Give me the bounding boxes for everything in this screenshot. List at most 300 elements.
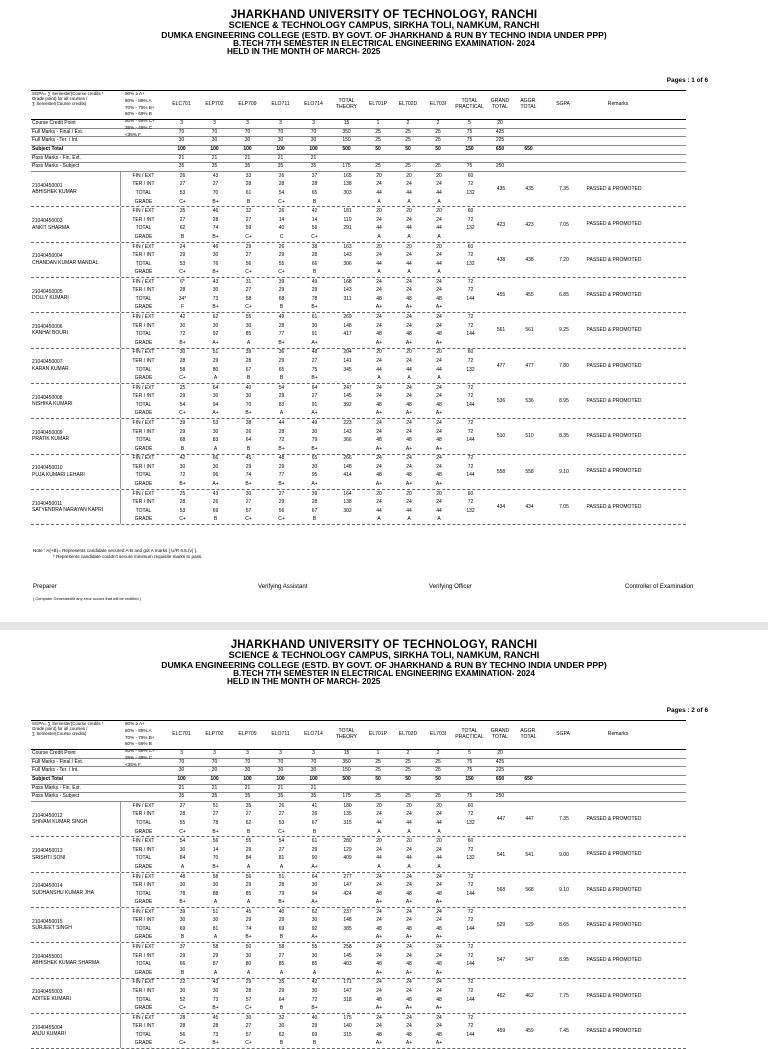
row-labels	[120, 349, 166, 383]
column-header: TOTAL PRACTICAL	[455, 98, 484, 110]
mark-cell: 24	[406, 499, 412, 506]
meta-label: Pass Marks - Fin. Ext.	[32, 154, 81, 161]
row-label: FIN / EXT	[132, 314, 155, 321]
aggr-total: 541	[525, 851, 534, 858]
row-label: TOTAL	[135, 961, 152, 968]
mark-cell: 60	[467, 208, 474, 215]
marks-values	[166, 837, 487, 871]
meta-value: 15	[343, 120, 350, 126]
marks-line	[166, 855, 487, 862]
mark-cell: 67	[311, 820, 318, 827]
marks-line	[166, 304, 487, 311]
mark-cell: A+	[405, 899, 413, 906]
mark-cell: 44	[406, 855, 412, 862]
student-row	[31, 419, 686, 454]
marks-line	[166, 375, 487, 382]
marks-values	[166, 172, 487, 206]
remarks: PASSED & PROMOTED	[586, 291, 642, 298]
mark-cell: 138	[343, 499, 352, 506]
mark-cell: 53	[179, 260, 186, 267]
mark-cell: 85	[245, 890, 252, 897]
mark-cell: B	[246, 375, 251, 382]
marks-values	[166, 243, 487, 277]
meta-value	[330, 785, 363, 793]
mark-cell: 24	[376, 882, 382, 889]
mark-cell: 56	[245, 873, 252, 880]
mark-cell: 277	[343, 873, 352, 880]
aggr-total: 477	[525, 362, 534, 369]
mark-cell: 29	[278, 252, 285, 259]
mark-cell: B	[312, 269, 317, 276]
marks-line	[166, 358, 487, 365]
mark-cell: 72	[467, 428, 474, 435]
mark-cell: B	[279, 375, 284, 382]
sgpa: 7.45	[559, 1028, 569, 1035]
mark-cell: A+	[375, 969, 383, 976]
marks-line	[166, 508, 487, 515]
mark-cell: 24	[436, 1014, 442, 1021]
mark-cell: 132	[466, 260, 475, 267]
mark-cell: 30	[179, 917, 186, 924]
mark-cell: 42	[179, 314, 186, 321]
marks-line	[166, 472, 487, 479]
mark-cell: 77	[278, 331, 285, 338]
meta-value	[330, 155, 363, 163]
mark-cell	[454, 446, 487, 453]
mark-cell: 73	[212, 996, 219, 1003]
mark-cell: C+	[278, 828, 285, 835]
mark-cell: 72	[467, 455, 474, 462]
meta-value: 70	[277, 758, 284, 765]
mark-cell: 24	[436, 216, 442, 223]
student-name: SRISHTI SONI	[32, 854, 66, 861]
student-row	[31, 490, 686, 525]
mark-cell	[454, 375, 487, 382]
mark-cell: 48	[406, 961, 412, 968]
preparer-signature: Preparer	[33, 583, 57, 590]
marks-line	[166, 829, 487, 836]
mark-cell: 26	[278, 243, 285, 250]
meta-value: 1	[376, 120, 380, 126]
mark-cell: 22	[179, 979, 186, 986]
marks-line	[166, 173, 487, 180]
meta-value: 3	[213, 750, 216, 756]
remarks: PASSED & PROMOTED	[586, 503, 642, 510]
mark-cell: 48	[376, 401, 382, 408]
mark-cell: 70	[212, 855, 219, 862]
column-header: EL703I	[429, 731, 447, 738]
meta-value: 25	[435, 758, 441, 765]
mark-cell: 60	[467, 802, 474, 809]
mark-cell	[454, 304, 487, 311]
mark-cell: 28	[245, 357, 252, 364]
mark-cell: 74	[245, 925, 252, 932]
remarks: PASSED & PROMOTED	[586, 816, 642, 823]
mark-cell	[331, 446, 364, 453]
marks-line	[166, 323, 487, 330]
row-label: GRADE	[134, 516, 153, 523]
marks-line	[166, 217, 487, 224]
student-row	[31, 837, 686, 872]
meta-label: Full Marks - Ter. / Int.	[32, 767, 79, 774]
mark-cell: 43	[212, 490, 219, 497]
meta-value: 25	[435, 163, 441, 170]
sgpa: 7.05	[559, 221, 569, 228]
row-label: FIN / EXT	[132, 873, 155, 880]
marks-line	[166, 455, 487, 462]
mark-cell: 69	[278, 925, 285, 932]
aggr-total: 455	[525, 292, 534, 299]
marks-line	[166, 961, 487, 968]
mark-cell: 20	[376, 208, 382, 215]
mark-cell: 72	[467, 384, 474, 391]
mark-cell	[331, 899, 364, 906]
row-label: GRADE	[134, 1005, 153, 1012]
marks-line	[166, 287, 487, 294]
roll-number: 21040450010	[32, 465, 63, 472]
meta-value: 25	[435, 767, 441, 774]
meta-row	[31, 137, 686, 146]
mark-cell: 27	[245, 216, 252, 223]
mark-cell: A	[377, 198, 381, 205]
sgpa: 7.05	[559, 503, 569, 510]
mark-cell: 30	[212, 917, 219, 924]
mark-cell: 48	[376, 472, 382, 479]
mark-cell: 44	[406, 225, 412, 232]
meta-value: 25	[375, 758, 381, 765]
mark-cell: 29	[245, 846, 252, 853]
mark-cell: A+	[311, 339, 318, 346]
mark-cell	[454, 1040, 487, 1047]
mark-cell: 143	[343, 252, 352, 259]
meta-value: 25	[405, 758, 411, 765]
mark-cell: 140	[343, 1023, 352, 1030]
mark-cell: 24	[436, 428, 442, 435]
mark-cell: 28	[212, 1023, 219, 1030]
marks-line	[166, 296, 487, 303]
row-labels	[120, 419, 166, 453]
page-counter: Pages : 1 of 6	[666, 77, 708, 84]
mark-cell: 20	[436, 349, 442, 356]
mark-cell: 90	[311, 855, 318, 862]
student-id	[31, 278, 120, 312]
mark-cell: 64	[245, 437, 252, 444]
mark-cell: 31	[245, 278, 252, 285]
meta-value: 100	[309, 146, 318, 153]
mark-cell: 64	[212, 384, 219, 391]
mark-cell: 51	[278, 873, 285, 880]
mark-cell: 24	[436, 979, 442, 986]
mark-cell: 24	[406, 287, 412, 294]
meta-value: 50	[435, 776, 441, 783]
mark-cell: 27	[212, 811, 219, 818]
mark-cell: A	[377, 863, 381, 870]
aggr-total: 561	[525, 327, 534, 334]
mark-cell: 66	[311, 260, 318, 267]
mark-cell: 48	[278, 455, 285, 462]
mark-cell: 54	[179, 401, 186, 408]
mark-cell: 96	[212, 472, 219, 479]
marks-line	[166, 208, 487, 215]
mark-cell: A	[437, 516, 441, 523]
mark-cell: C+	[245, 233, 252, 240]
mark-cell: A	[279, 410, 284, 417]
mark-cell: 26	[245, 428, 252, 435]
meta-value: 70	[277, 128, 284, 135]
meta-value	[514, 163, 543, 171]
student-name: CHANDAN KUMAR MANDAL	[32, 259, 99, 266]
row-label: TOTAL	[135, 1031, 152, 1038]
meta-spacer	[543, 750, 653, 758]
mark-cell: A+	[375, 480, 383, 487]
mark-cell: A+	[435, 410, 443, 417]
mark-cell: A	[180, 863, 185, 870]
mark-cell: 40	[278, 225, 285, 232]
mark-cell: 24	[406, 873, 412, 880]
grade-key-item: 90% ≥ A+	[125, 721, 145, 726]
mark-cell: 72	[467, 287, 474, 294]
remarks: PASSED & PROMOTED	[586, 397, 642, 404]
mark-cell: F	[180, 304, 185, 311]
totals	[487, 455, 644, 489]
row-label: TOTAL	[135, 190, 152, 197]
mark-cell: 143	[343, 428, 352, 435]
mark-cell: 28	[311, 252, 318, 259]
marks-values	[166, 455, 487, 489]
mark-cell: 48	[406, 1031, 412, 1038]
mark-cell: 74	[245, 472, 252, 479]
student-id	[31, 455, 120, 489]
meta-value	[514, 129, 543, 137]
mark-cell: 55	[311, 944, 318, 951]
mark-cell: 24	[436, 952, 442, 959]
mark-cell: 30	[212, 322, 219, 329]
meta-value: 30	[277, 137, 284, 144]
column-header: SGPA	[556, 101, 570, 108]
marks-values	[166, 979, 487, 1013]
mark-cell: 24	[376, 1023, 382, 1030]
mark-cell: 65	[311, 455, 318, 462]
mark-cell: 144	[466, 925, 475, 932]
roll-number: 21040450008	[32, 394, 63, 401]
marks-line	[166, 1023, 487, 1030]
mark-cell: 72	[467, 908, 474, 915]
notes: Note : A(+B)= Represents candidate secured A-B and got A marks [ U/R 6.5.(v) ]. * Represents candidate couldn't secure minimum requisite marks to pass.	[33, 548, 203, 560]
meta-value: 21	[277, 784, 284, 791]
meta-value: 25	[405, 767, 411, 774]
aggr-total: 459	[525, 1028, 534, 1035]
mark-cell: 75	[311, 366, 318, 373]
mark-cell: 24	[376, 1014, 382, 1021]
marks-line	[166, 393, 487, 400]
mark-cell: 414	[343, 472, 352, 479]
mark-cell: 44	[406, 820, 412, 827]
marks-line	[166, 420, 487, 427]
meta-value: 35	[244, 793, 251, 800]
mark-cell: A	[407, 828, 411, 835]
meta-value: 25	[435, 793, 441, 800]
mark-cell: 27	[179, 802, 186, 809]
mark-cell: A+	[435, 480, 443, 487]
mark-cell: A+	[435, 445, 443, 452]
mark-cell: 44	[436, 225, 442, 232]
row-labels	[120, 490, 166, 524]
mark-cell: 25	[179, 490, 186, 497]
meta-value: 21	[244, 154, 251, 161]
mark-cell: A	[437, 269, 441, 276]
meta-value	[453, 155, 486, 163]
row-label: TOTAL	[135, 437, 152, 444]
mark-cell: 72	[467, 917, 474, 924]
mark-cell: 24	[376, 357, 382, 364]
mark-cell: 55	[245, 314, 252, 321]
mark-cell: 56	[311, 225, 318, 232]
mark-cell: 24	[406, 181, 412, 188]
mark-cell: 26	[212, 499, 219, 506]
row-labels	[120, 455, 166, 489]
aggr-total: 423	[525, 221, 534, 228]
mark-cell: C+	[179, 1005, 186, 1012]
sgpa: 8.65	[559, 922, 569, 929]
remarks: PASSED & PROMOTED	[586, 921, 642, 928]
marks-values	[166, 313, 487, 347]
mark-cell: A+	[435, 899, 443, 906]
meta-value: 25	[435, 137, 441, 144]
column-header: Remarks	[607, 101, 629, 108]
row-label: TOTAL	[135, 855, 152, 862]
meta-value: 25	[405, 128, 411, 135]
mark-cell: 20	[436, 802, 442, 809]
column-header: EL701P	[368, 731, 388, 738]
meta-value: 2	[406, 120, 410, 126]
mark-cell: 30	[212, 428, 219, 435]
meta-value: 21	[310, 154, 317, 161]
mark-cell	[454, 340, 487, 347]
totals	[487, 979, 644, 1013]
mark-cell	[454, 234, 487, 241]
student-id	[31, 172, 120, 206]
meta-value: 100	[177, 776, 186, 783]
mark-cell: 144	[466, 1031, 475, 1038]
mark-cell: 64	[311, 384, 318, 391]
mark-cell: A	[279, 969, 284, 976]
mark-cell: 24	[436, 463, 442, 470]
meta-spacer	[543, 767, 653, 775]
mark-cell: 26	[278, 208, 285, 215]
aggr-total: 536	[525, 398, 534, 405]
mark-cell: 67	[311, 507, 318, 514]
mark-cell: 20	[376, 243, 382, 250]
meta-value: 70	[211, 758, 218, 765]
mark-cell: 44	[406, 260, 412, 267]
grade-key-item: 35% - 49% C	[125, 754, 153, 760]
grand-total: 568	[496, 886, 506, 893]
mark-cell: 24	[436, 287, 442, 294]
student-id	[31, 1014, 120, 1048]
roll-number: 21040450004	[32, 253, 63, 260]
mark-cell: 129	[343, 846, 352, 853]
mark-cell: 20	[406, 172, 412, 179]
aggr-total: 438	[525, 256, 534, 263]
roll-number: 21040450003	[32, 218, 63, 225]
marks-line	[166, 874, 487, 881]
mark-cell: 72	[467, 357, 474, 364]
meta-row	[31, 767, 686, 776]
mark-cell: 20	[436, 172, 442, 179]
mark-cell: A+	[435, 1005, 443, 1012]
marks-line	[166, 1032, 487, 1039]
marks-line	[166, 882, 487, 889]
meta-value: 500	[342, 776, 351, 783]
mark-cell: 24	[406, 1023, 412, 1030]
meta-value: 21	[178, 784, 185, 791]
mark-cell: C+	[179, 410, 186, 417]
mark-cell: 39	[311, 490, 318, 497]
grade-key-item: <35% F	[125, 131, 141, 137]
marks-line	[166, 803, 487, 810]
mark-cell	[454, 199, 487, 206]
column-header: ELC701	[172, 101, 191, 108]
student-row	[31, 349, 686, 384]
mark-cell: A+	[435, 304, 443, 311]
mark-cell: 42	[179, 455, 186, 462]
mark-cell: 27	[212, 181, 219, 188]
mark-cell: A	[437, 375, 441, 382]
meta-value: 250	[495, 163, 505, 170]
computer-generated-note: ( Computer Generated/If any error occurs that will be rectified )	[33, 596, 141, 601]
mark-cell: 44	[406, 190, 412, 197]
mark-cell: 28	[278, 181, 285, 188]
aggr-total: 447	[525, 816, 534, 823]
mark-cell: B	[180, 969, 185, 976]
mark-cell: 72	[467, 252, 474, 259]
row-label: TER / INT	[132, 1023, 155, 1030]
row-label: TOTAL	[135, 260, 152, 267]
mark-cell: 24	[376, 216, 382, 223]
meta-value: 70	[244, 128, 251, 135]
meta-value: 30	[310, 137, 317, 144]
marks-line	[166, 181, 487, 188]
totals	[487, 837, 644, 871]
meta-value: 650	[524, 146, 533, 153]
mark-cell: C+	[278, 516, 285, 523]
row-label: TER / INT	[132, 216, 155, 223]
mark-cell: 85	[278, 961, 285, 968]
mark-cell: A+	[405, 969, 413, 976]
mark-cell: 14	[278, 216, 285, 223]
student-name: ANJU KUMARI	[32, 1031, 66, 1038]
mark-cell: 44	[406, 507, 412, 514]
row-label: TOTAL	[135, 366, 152, 373]
marks-values	[166, 384, 487, 418]
mark-cell: 40	[278, 908, 285, 915]
mark-cell: 43	[212, 278, 219, 285]
campus-title: SCIENCE & TECHNOLOGY CAMPUS, SIRKHA TOLI, NAMKUM, RANCHI	[228, 20, 540, 31]
column-headers	[165, 91, 653, 119]
grand-total: 434	[496, 503, 506, 510]
mark-cell: 92	[311, 925, 318, 932]
meta-label: Subject Total	[32, 776, 64, 783]
mark-cell: 20	[406, 490, 412, 497]
mark-cell: A	[246, 339, 251, 346]
marks-line	[166, 891, 487, 898]
meta-value: 175	[342, 793, 351, 800]
grand-total: 423	[496, 221, 506, 228]
meta-value: 70	[178, 758, 185, 765]
mark-cell: 48	[376, 890, 382, 897]
grade-key-item: 70% - 79% B+	[125, 734, 155, 740]
mark-cell: 27	[278, 490, 285, 497]
